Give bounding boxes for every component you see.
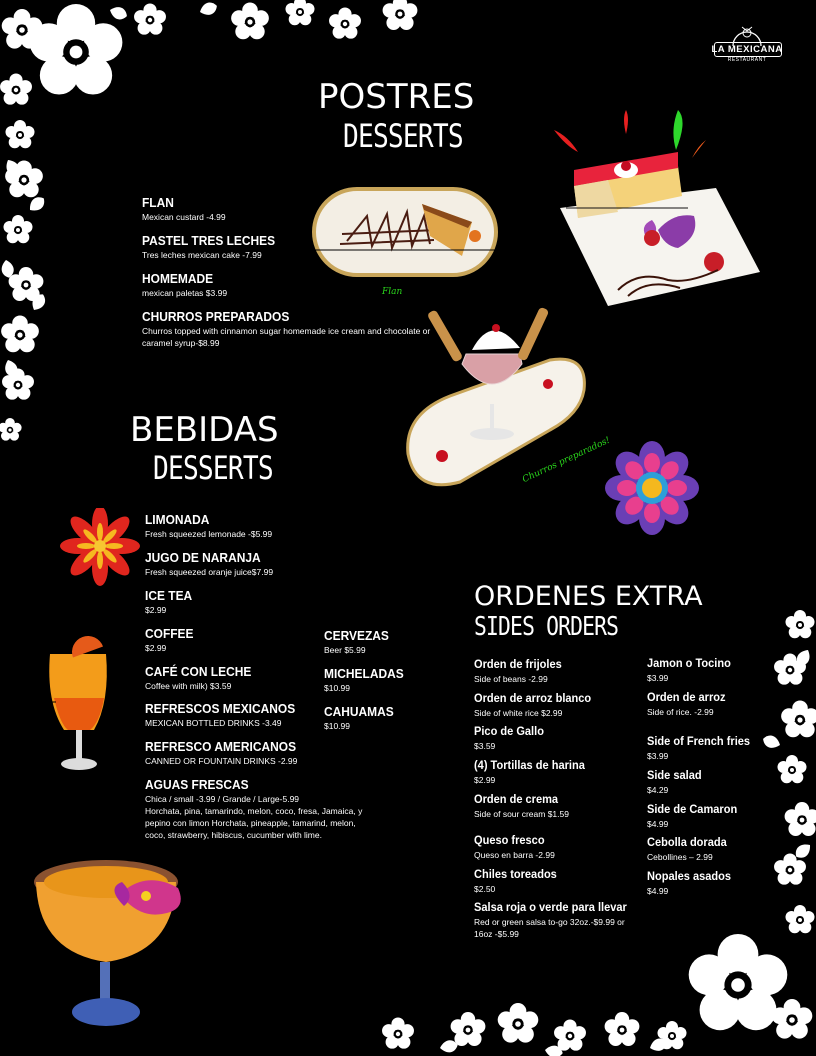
- side-item-cebolla: [647, 835, 734, 863]
- menu-item-refrescos-mexicanos: [145, 701, 308, 729]
- item-desc: $4.99: [647, 886, 669, 896]
- item-name: Queso fresco: [474, 833, 545, 847]
- side-item-salad: [647, 768, 706, 796]
- tres-leches-image: [548, 100, 763, 312]
- item-name: Salsa roja o verde para llevar: [474, 900, 627, 914]
- item-name: Orden de frijoles: [474, 657, 562, 671]
- side-item-chiles-toreados: [474, 867, 564, 895]
- postres-subtitle: DESSERTS: [343, 117, 463, 155]
- menu-item-cahuamas: [324, 704, 400, 732]
- item-desc: Side of sour cream $1.59: [474, 809, 569, 819]
- item-desc: Chica / small -3.99 / Grande / Large-5.99 Horchata, pina, tamarindo, melon, coco, fresa, Jamaica, y pepino con limon Horchata, pineapple, tamarind, melon, coco, strawberry, hibiscus, cucumber with lime.: [145, 794, 363, 840]
- side-item-crema: [474, 792, 569, 820]
- flan-caption: Flan: [382, 287, 403, 297]
- item-name: Orden de arroz: [647, 690, 726, 704]
- item-desc: MEXICAN BOTTLED DRINKS -3.49: [145, 718, 282, 728]
- item-name: AGUAS FRESCAS: [145, 777, 249, 792]
- item-name: (4) Tortillas de harina: [474, 758, 585, 772]
- side-item-arroz-blanco: [474, 691, 601, 719]
- item-name: ICE TEA: [145, 588, 193, 603]
- menu-item-cafe-con-leche: [145, 664, 261, 692]
- item-name: COFFEE: [145, 626, 194, 641]
- item-name: Nopales asados: [647, 869, 732, 883]
- item-desc: Mexican custard -4.99: [142, 212, 226, 222]
- item-desc: $2.99: [145, 643, 167, 653]
- margarita-image: [28, 852, 198, 1038]
- orange-drink-image: [44, 632, 114, 774]
- menu-item-aguas-frescas: [145, 777, 377, 841]
- item-desc: $10.99: [324, 721, 350, 731]
- item-name: Side of French fries: [647, 734, 751, 748]
- item-desc: Coffee with milk) $3.59: [145, 681, 232, 691]
- item-desc: $4.99: [647, 819, 669, 829]
- item-name: REFRESCO AMERICANOS: [145, 739, 297, 754]
- item-name: PASTEL TRES LECHES: [142, 233, 276, 248]
- item-name: Orden de arroz blanco: [474, 691, 592, 705]
- item-name: Orden de crema: [474, 792, 559, 806]
- menu-item-micheladas: [324, 666, 411, 694]
- menu-item-pastel: [142, 233, 287, 261]
- item-name: Pico de Gallo: [474, 724, 544, 738]
- item-desc: Cebollines – 2.99: [647, 852, 713, 862]
- side-item-french-fries: [647, 734, 759, 762]
- item-desc: Tres leches mexican cake -7.99: [142, 250, 262, 260]
- item-desc: Side of white rice $2.99: [474, 708, 563, 718]
- item-desc: CANNED OR FOUNTAIN DRINKS -2.99: [145, 756, 298, 766]
- item-desc: $3.99: [647, 673, 669, 683]
- item-name: HOMEMADE: [142, 271, 214, 286]
- item-name: MICHELADAS: [324, 666, 404, 681]
- menu-item-flan: [142, 195, 226, 223]
- side-item-camaron: [647, 802, 745, 830]
- restaurant-logo: [710, 22, 784, 68]
- churros-caption: Churros preparados!: [521, 435, 612, 486]
- logo-tagline: RESTAURANT: [727, 57, 767, 63]
- bebidas-subtitle: DESSERTS: [153, 449, 273, 487]
- item-name: Chiles toreados: [474, 867, 557, 881]
- item-desc: Beer $5.99: [324, 645, 366, 655]
- item-desc: $3.99: [647, 751, 669, 761]
- item-desc: $2.99: [474, 775, 496, 785]
- item-name: Side de Camaron: [647, 802, 738, 816]
- item-name: CAHUAMAS: [324, 704, 394, 719]
- item-name: Jamon o Tocino: [647, 656, 731, 670]
- item-desc: $4.29: [647, 785, 669, 795]
- item-name: JUGO DE NARANJA: [145, 550, 261, 565]
- menu-item-churros: [142, 309, 432, 349]
- extras-subtitle: SIDES ORDERS: [474, 612, 619, 642]
- side-item-nopales: [647, 869, 738, 897]
- side-item-frijoles: [474, 657, 569, 685]
- item-name: FLAN: [142, 195, 174, 210]
- postres-title: POSTRES: [318, 77, 475, 117]
- extras-title: ORDENES EXTRA: [474, 581, 703, 612]
- menu-item-homemade: [142, 271, 227, 299]
- menu-item-refresco-americanos: [145, 739, 309, 767]
- item-desc: Red or green salsa to-go 32oz.-$9.99 or 16oz -$5.99: [474, 917, 625, 939]
- item-name: CAFÉ CON LECHE: [145, 664, 252, 679]
- item-name: Side salad: [647, 768, 702, 782]
- menu-item-cervezas: [324, 628, 395, 656]
- item-name: Cebolla dorada: [647, 835, 727, 849]
- item-desc: $2.99: [145, 605, 167, 615]
- item-name: CHURROS PREPARADOS: [142, 309, 290, 324]
- menu-item-limonada: [145, 512, 272, 540]
- item-desc: mexican paletas $3.99: [142, 288, 228, 298]
- menu-item-jugo: [145, 550, 273, 578]
- side-item-salsa: [474, 900, 634, 940]
- red-flower-icon: [58, 508, 142, 588]
- bebidas-title: BEBIDAS: [130, 410, 279, 450]
- item-desc: Fresh squeezed oranje juice$7.99: [145, 567, 274, 577]
- item-desc: $3.59: [474, 741, 496, 751]
- mandala-flower-icon: [604, 440, 700, 536]
- menu-item-coffee: [145, 626, 198, 654]
- item-name: LIMONADA: [145, 512, 210, 527]
- item-desc: Side of beans -2.99: [474, 674, 548, 684]
- item-desc: $2.50: [474, 884, 496, 894]
- flan-image: [312, 186, 498, 278]
- side-item-queso-fresco: [474, 833, 555, 861]
- side-item-jamon: [647, 656, 738, 684]
- item-name: REFRESCOS MEXICANOS: [145, 701, 296, 716]
- side-item-tortillas: [474, 758, 594, 786]
- item-desc: Churros topped with cinnamon sugar homemade ice cream and chocolate or caramel syrup-$8.99: [142, 326, 431, 348]
- menu-item-ice-tea: [145, 588, 196, 616]
- side-item-pico-de-gallo: [474, 724, 550, 752]
- item-name: CERVEZAS: [324, 628, 389, 643]
- item-desc: Fresh squeezed lemonade -$5.99: [145, 529, 273, 539]
- side-item-arroz: [647, 690, 732, 718]
- item-desc: Side of rice. -2.99: [647, 707, 714, 717]
- item-desc: $10.99: [324, 683, 350, 693]
- logo-name: LA MEXICANA: [711, 44, 783, 55]
- item-desc: Queso en barra -2.99: [474, 850, 555, 860]
